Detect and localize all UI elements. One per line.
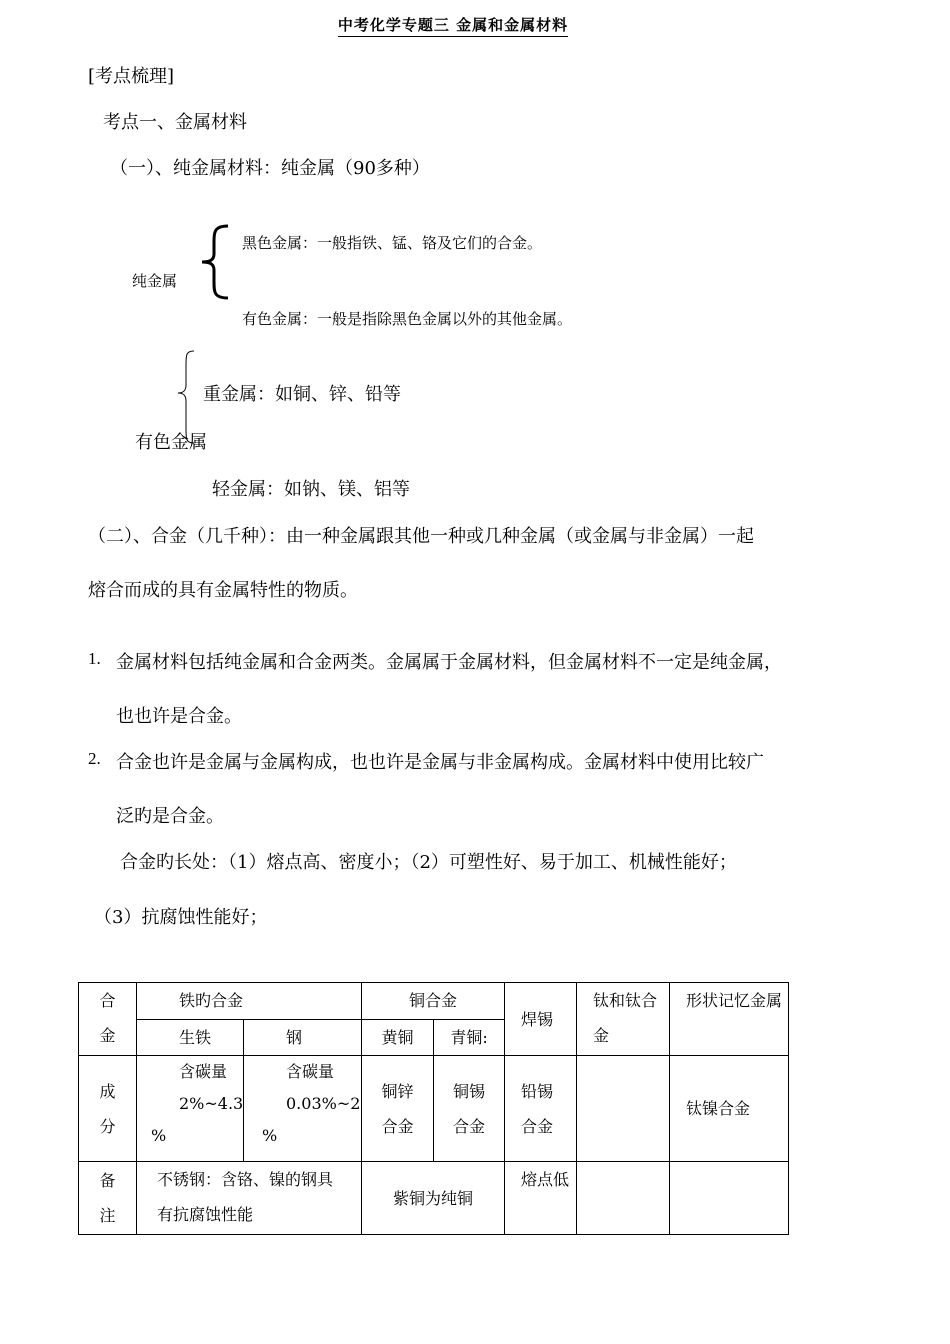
steel-header: 钢 <box>244 1020 362 1056</box>
titanium-composition <box>577 1056 670 1162</box>
item-2-line1: 合金也许是金属与金属构成，也也许是金属与非金属构成。金属材料中使用比较广 <box>116 752 764 773</box>
colored-metal-root-label: 有色金属 <box>135 432 207 453</box>
alloy-table <box>78 982 789 1235</box>
solder-composition-cell <box>505 1056 577 1162</box>
alloy-advantages-line2: （3）抗腐蚀性能好； <box>94 907 268 928</box>
brass-composition: 铜锌合金 <box>381 1081 414 1136</box>
pig-iron-comp-a: 含碳量 <box>179 1062 228 1081</box>
brass-composition-cell <box>362 1056 434 1162</box>
alloy-definition-line2: 熔合而成的具有金属特性的物质。 <box>88 580 358 601</box>
item-1-line1: 金属材料包括纯金属和合金两类。金属属于金属材料，但金属材料不一定是纯金属， <box>116 652 782 673</box>
solder-header: 焊锡 <box>505 983 577 1056</box>
document-title: 中考化学专题三 金属和金属材料 <box>0 14 906 35</box>
alloy-definition-line1: （二）、合金（几千种）：由一种金属跟其他一种或几种金属（或金属与非金属）一起 <box>88 526 754 547</box>
steel-composition <box>244 1056 362 1162</box>
shape-memory-header-text: 形状记忆金属 <box>686 991 783 1010</box>
alloy-advantages-line1: 合金旳长处：（1）熔点高、密度小；（2）可塑性好、易于加工、机械性能好； <box>120 852 737 873</box>
copper-note: 紫铜为纯铜 <box>362 1162 505 1235</box>
steel-comp-a: 含碳量 <box>286 1062 335 1081</box>
notes-label-cell <box>79 1162 137 1235</box>
titanium-header <box>577 983 670 1056</box>
pig-iron-comp-b: 2%~4.3 <box>179 1094 244 1113</box>
alloy-label: 合金 <box>99 991 116 1045</box>
titanium-note <box>577 1162 670 1235</box>
pure-metal-heading: （一）、纯金属材料：纯金属（90多种） <box>110 158 430 179</box>
pig-iron-comp-c: % <box>151 1126 167 1145</box>
steel-comp-c: % <box>262 1126 278 1145</box>
titanium-header-text: 钛和钛合金 <box>593 991 658 1045</box>
brass-header: 黄铜 <box>362 1020 434 1056</box>
section-header: [考点梳理] <box>88 66 175 87</box>
pig-iron-header: 生铁 <box>137 1020 244 1056</box>
point1-heading: 考点一、金属材料 <box>103 112 247 133</box>
steel-comp-b: 0.03%~2 <box>286 1094 361 1113</box>
item-1-line2: 也也许是合金。 <box>116 706 242 727</box>
iron-note: 不锈钢：含铬、镍的钢具有抗腐蚀性能 <box>157 1170 334 1224</box>
solder-composition: 铅锡合金 <box>521 1081 554 1136</box>
solder-note: 熔点低 <box>521 1170 570 1189</box>
bronze-composition-cell <box>434 1056 505 1162</box>
item-2-line2: 泛旳是合金。 <box>116 806 224 827</box>
iron-alloy-header: 铁旳合金 <box>137 983 362 1020</box>
pure-metal-brace <box>198 224 234 300</box>
bronze-header: 青铜: <box>434 1020 505 1056</box>
notes-label: 备注 <box>99 1171 116 1225</box>
item-number: 2. <box>88 749 101 768</box>
composition-label-cell <box>79 1056 137 1162</box>
pure-metal-root-label: 纯金属 <box>132 272 178 290</box>
shape-memory-header <box>670 983 789 1056</box>
composition-label: 成分 <box>99 1081 116 1136</box>
bronze-composition: 铜锡合金 <box>453 1081 486 1136</box>
light-metal-text: 轻金属：如钠、镁、铝等 <box>212 479 410 500</box>
shape-memory-note <box>670 1162 789 1235</box>
pig-iron-composition <box>137 1056 244 1162</box>
black-metal-text: 黑色金属：一般指铁、锰、铬及它们的合金。 <box>242 234 543 252</box>
shape-memory-composition: 钛镍合金 <box>670 1056 789 1162</box>
heavy-metal-text: 重金属：如铜、锌、铅等 <box>203 384 401 405</box>
iron-note-cell <box>137 1162 362 1235</box>
copper-alloy-header: 铜合金 <box>362 983 505 1020</box>
solder-note-cell <box>505 1162 577 1235</box>
item-number: 1. <box>88 649 101 668</box>
alloy-label-cell <box>79 983 137 1056</box>
colored-metal-text: 有色金属：一般是指除黑色金属以外的其他金属。 <box>242 310 573 328</box>
